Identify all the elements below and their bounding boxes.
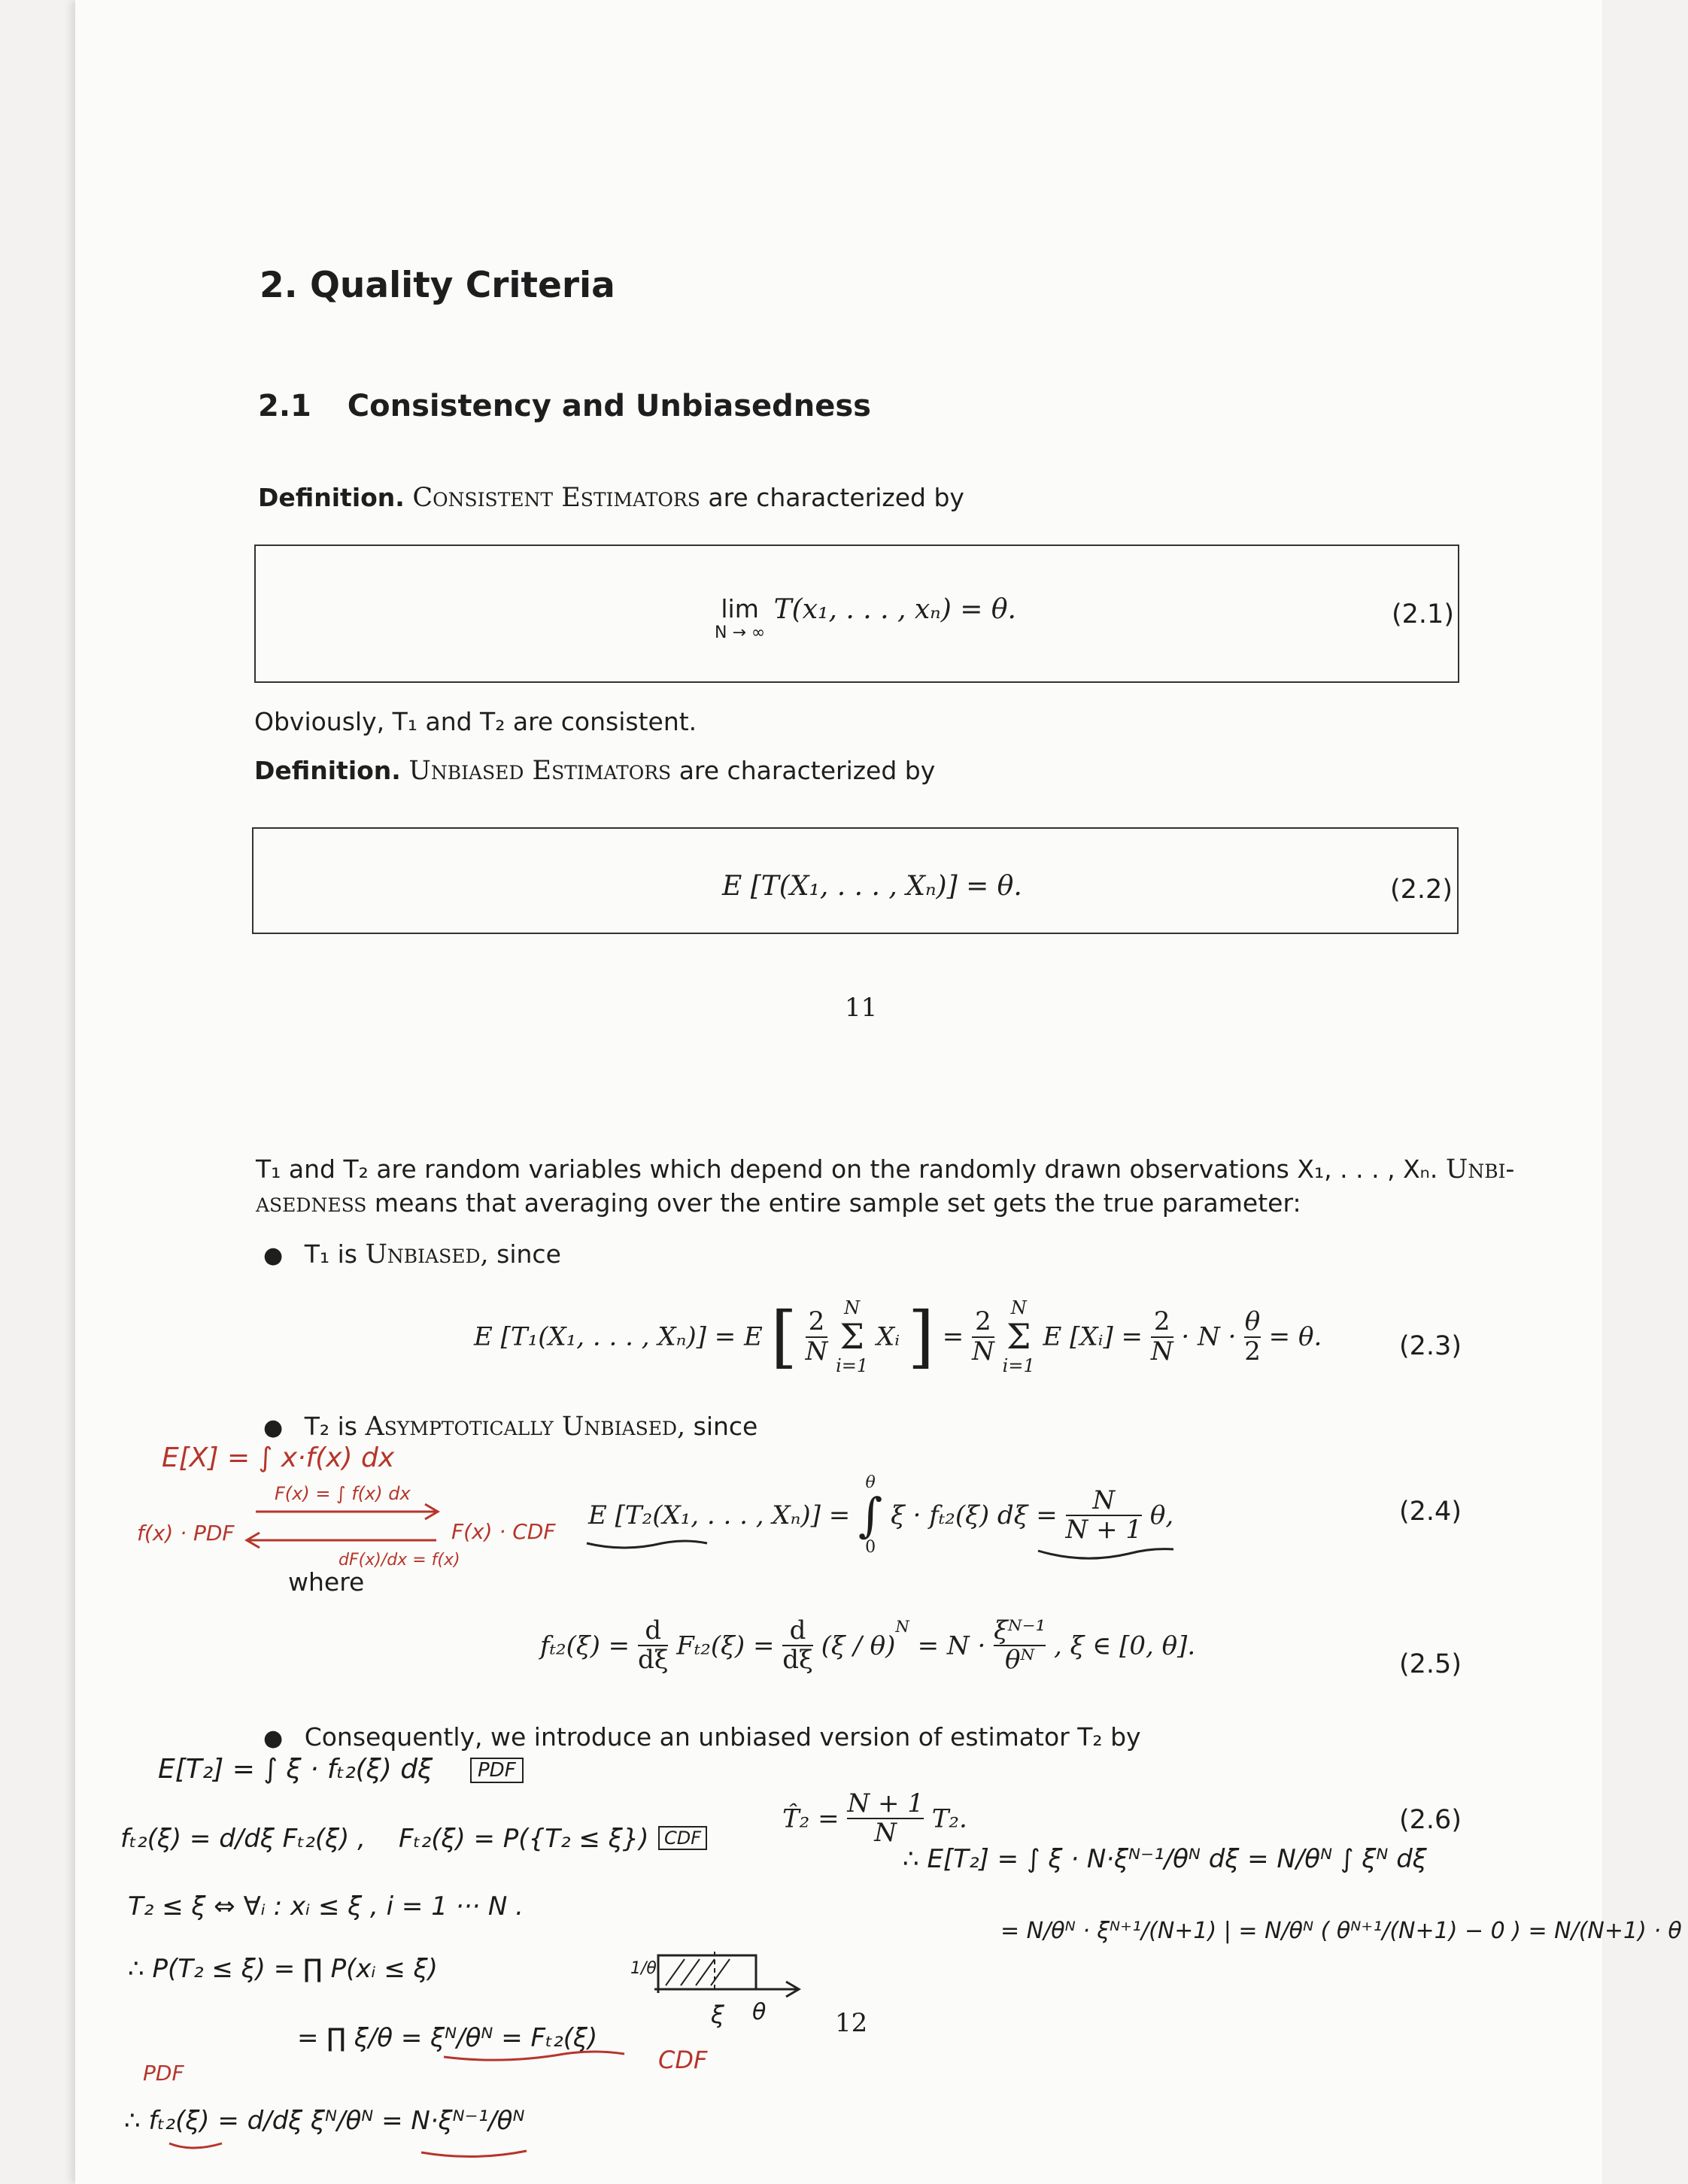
underline-mark bbox=[1038, 1549, 1173, 1559]
sketch-theta-label: θ bbox=[752, 1999, 767, 2025]
handwritten-derivative: dF(x)/dx = f(x) bbox=[339, 1551, 460, 1570]
eq25-power: N bbox=[895, 1617, 909, 1636]
frac-num: d bbox=[789, 1615, 806, 1646]
section-title: Consistency and Unbiasedness bbox=[347, 389, 871, 423]
sketch-density-label: 1/θ bbox=[630, 1959, 657, 1978]
paragraph-text: T₁ and T₂ are random variables which depend on the randomly drawn observations X₁, . . . , Xₙ. bbox=[256, 1154, 1438, 1184]
handwritten-f-definition: fₜ₂(ξ) = d/dξ Fₜ₂(ξ) , bbox=[120, 1824, 366, 1854]
eq25-equals: = N · bbox=[917, 1630, 986, 1661]
right-bracket: ] bbox=[907, 1297, 934, 1376]
frac-num: θ bbox=[1244, 1306, 1261, 1337]
handwritten-product: ∴ P(T₂ ≤ ξ) = ∏ P(xᵢ ≤ ξ) bbox=[128, 1954, 438, 1984]
bullet-text: T₁ is bbox=[304, 1239, 357, 1269]
eq25-middle: Fₜ₂(ξ) = bbox=[676, 1630, 775, 1661]
definition-rest: are characterized by bbox=[679, 756, 936, 785]
frac-den: dξ bbox=[782, 1645, 813, 1676]
sum-icon: Σ bbox=[1006, 1316, 1031, 1357]
eq24-lhs: E [T₂(X₁, . . . , Xₙ)] = bbox=[588, 1500, 851, 1531]
handwritten-equivalence: T₂ ≤ ξ ⇔ ∀ᵢ : xᵢ ≤ ξ , i = 1 ··· N . bbox=[128, 1891, 524, 1922]
eq25-domain: , ξ ∈ [0, θ]. bbox=[1053, 1630, 1196, 1661]
eq24-end: θ, bbox=[1149, 1500, 1174, 1531]
sketch-xi-label: ξ bbox=[711, 2000, 724, 2029]
equation-2-2-expression: E [T(X₁, . . . , Xₙ)] = θ. bbox=[722, 871, 1022, 902]
handwritten-cdf-box: CDF bbox=[658, 1826, 707, 1850]
eq23-middle: E [Xᵢ] = bbox=[1043, 1321, 1143, 1352]
definition-term: Consistent Estimators bbox=[412, 483, 700, 513]
limit-subscript: N → ∞ bbox=[715, 623, 766, 642]
eq26-lhs: T̂₂ = bbox=[782, 1803, 839, 1834]
paragraph-text: means that averaging over the entire sample set gets the true parameter: bbox=[374, 1188, 1301, 1218]
definition-term: Unbiased Estimators bbox=[408, 756, 672, 786]
eq26-end: T₂. bbox=[931, 1803, 967, 1834]
equation-2-1-expression: T(x₁, . . . , xₙ) = θ. bbox=[773, 594, 1016, 625]
sketch-density-rect bbox=[658, 1955, 756, 1989]
eq23-end: = θ. bbox=[1268, 1321, 1322, 1352]
paragraph-term: Unbi- bbox=[1445, 1154, 1515, 1185]
frac-num: ξᴺ⁻¹ bbox=[994, 1615, 1046, 1646]
handwritten-F-definition: Fₜ₂(ξ) = P({T₂ ≤ ξ}) bbox=[399, 1824, 649, 1854]
sum-top: N bbox=[1010, 1297, 1027, 1318]
bullet-icon: ● bbox=[263, 1242, 284, 1269]
bullet-text: Consequently, we introduce an unbiased version of estimator T₂ by bbox=[304, 1722, 1141, 1752]
definition-label: Definition. bbox=[254, 756, 401, 785]
equation-number-2-4: (2.4) bbox=[1399, 1497, 1462, 1527]
equation-number-2-2: (2.2) bbox=[1390, 875, 1453, 905]
frac-den: N + 1 bbox=[1065, 1515, 1143, 1545]
frac-den: 2 bbox=[1244, 1336, 1261, 1367]
bullet-text: T₂ is bbox=[304, 1412, 357, 1441]
handwritten-pdf-derivation: ∴ fₜ₂(ξ) = d/dξ ξᴺ/θᴺ = N·ξᴺ⁻¹/θᴺ bbox=[124, 2106, 525, 2136]
underline-mark bbox=[169, 2143, 222, 2148]
eq23-tail: · N · bbox=[1181, 1321, 1237, 1352]
bullet-icon: ● bbox=[263, 1725, 284, 1752]
handwritten-product-result: = ∏ ξ/θ = ξᴺ/θᴺ = Fₜ₂(ξ) bbox=[297, 2023, 598, 2053]
frac-den: N bbox=[805, 1336, 828, 1367]
chapter-title: Quality Criteria bbox=[309, 265, 615, 306]
handwritten-expectation: E[X] = ∫ x·f(x) dx bbox=[162, 1442, 395, 1473]
bullet-text: since bbox=[693, 1412, 758, 1441]
frac-den: N bbox=[847, 1818, 924, 1847]
page-number-11: 11 bbox=[845, 993, 878, 1023]
equation-number-2-3: (2.3) bbox=[1399, 1331, 1462, 1361]
section-number: 2.1 bbox=[258, 389, 311, 423]
underline-mark bbox=[587, 1541, 707, 1548]
definition-rest: are characterized by bbox=[708, 483, 964, 512]
eq23-lhs: E [T₁(X₁, . . . , Xₙ)] = E bbox=[474, 1321, 763, 1352]
frac-num: 2 bbox=[808, 1306, 825, 1337]
frac-den: dξ bbox=[637, 1645, 669, 1676]
bullet-term: Unbiased, bbox=[365, 1239, 489, 1269]
equals-sign: = bbox=[942, 1321, 964, 1352]
handwritten-expectation-result: = N/θᴺ · ξᴺ⁺¹/(N+1) | = N/θᴺ ( θᴺ⁺¹/(N+1) − 0 ) = N/(N+1) · θ bbox=[1000, 1918, 1682, 1944]
underline-mark bbox=[421, 2151, 527, 2157]
handwritten-pdf-label: f(x) · PDF bbox=[137, 1521, 235, 1545]
integral-upper: θ bbox=[865, 1473, 876, 1492]
eq25-lhs: fₜ₂(ξ) = bbox=[540, 1630, 630, 1661]
equation-number-2-1: (2.1) bbox=[1392, 599, 1454, 629]
sum-bottom: i=1 bbox=[836, 1354, 869, 1376]
integral-lower: 0 bbox=[865, 1538, 876, 1558]
frac-num: N bbox=[1092, 1485, 1116, 1515]
frac-den: N bbox=[1150, 1336, 1173, 1367]
page-number-12: 12 bbox=[835, 2008, 868, 2038]
frac-num: 2 bbox=[1153, 1306, 1170, 1337]
frac-den: θᴺ bbox=[994, 1645, 1046, 1674]
limit-operator: lim bbox=[721, 594, 759, 623]
sum-bottom: i=1 bbox=[1002, 1354, 1035, 1376]
frac-den: N bbox=[972, 1336, 994, 1367]
bullet-icon: ● bbox=[263, 1415, 284, 1441]
eq23-xi: Xᵢ bbox=[876, 1321, 900, 1352]
eq24-body: ξ · fₜ₂(ξ) dξ = bbox=[891, 1500, 1058, 1531]
sum-top: N bbox=[844, 1297, 861, 1318]
sum-icon: Σ bbox=[839, 1316, 864, 1357]
frac-num: d bbox=[645, 1615, 662, 1646]
eq25-ratio: (ξ / θ) bbox=[821, 1630, 896, 1661]
handwritten-pdf-label-2: PDF bbox=[143, 2061, 184, 2085]
definition-label: Definition. bbox=[258, 483, 405, 512]
chapter-number: 2. bbox=[260, 265, 298, 306]
handwritten-expectation-t2: ∴ E[T₂] = ∫ ξ · N·ξᴺ⁻¹/θᴺ dξ = N/θᴺ ∫ ξᴺ dξ bbox=[903, 1844, 1427, 1874]
left-bracket: [ bbox=[770, 1297, 797, 1376]
bullet-term: Asymptotically Unbiased, bbox=[365, 1412, 686, 1442]
paragraph-term: asedness bbox=[256, 1188, 367, 1218]
frac-num: N + 1 bbox=[847, 1788, 924, 1818]
sketch-hatching bbox=[666, 1959, 730, 1985]
handwritten-et2: E[T₂] = ∫ ξ · fₜ₂(ξ) dξ bbox=[158, 1754, 433, 1785]
bullet-text: since bbox=[496, 1239, 561, 1269]
equation-number-2-5: (2.5) bbox=[1399, 1649, 1462, 1679]
obviously-sentence: Obviously, T₁ and T₂ are consistent. bbox=[254, 707, 697, 736]
underline-mark bbox=[444, 2052, 624, 2060]
integral-icon: ∫ bbox=[858, 1488, 883, 1543]
handwritten-pdf-box: PDF bbox=[470, 1758, 524, 1783]
where-label: where bbox=[288, 1567, 365, 1597]
handwritten-cdf-integral: F(x) = ∫ f(x) dx bbox=[275, 1483, 411, 1504]
frac-num: 2 bbox=[975, 1306, 991, 1337]
handwritten-cdf-label: F(x) · CDF bbox=[451, 1519, 556, 1544]
equation-number-2-6: (2.6) bbox=[1399, 1805, 1462, 1835]
handwritten-cdf-label-2: CDF bbox=[658, 2046, 708, 2074]
